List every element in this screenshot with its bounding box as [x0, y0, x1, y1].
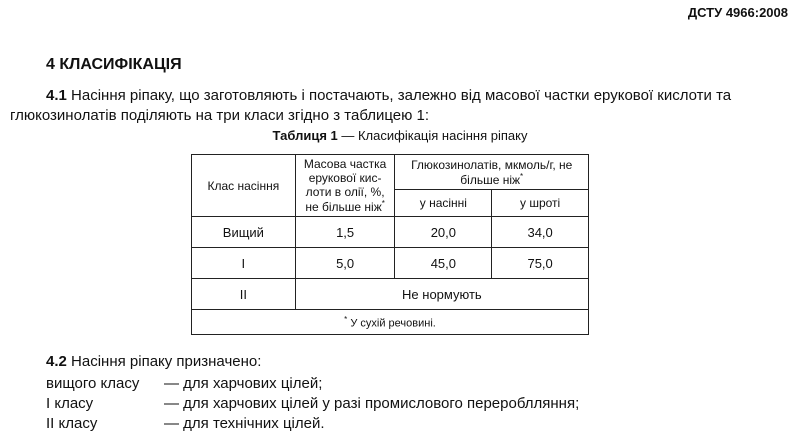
footnote-mark: *: [381, 199, 385, 208]
use-class: II класу: [46, 415, 98, 432]
cell-class: II: [192, 279, 296, 310]
header-class: Клас насіння: [192, 155, 296, 217]
table-header-row: [192, 155, 589, 190]
header-meal: у шроті: [492, 190, 589, 217]
use-class: I класу: [46, 395, 94, 412]
paragraph-number: 4.1: [46, 87, 67, 104]
paragraph-4-2: [46, 352, 746, 372]
paragraph-number: 4.2: [46, 353, 67, 370]
header-erucic: [295, 155, 395, 217]
table-row: [192, 248, 589, 279]
footnote-mark: *: [520, 171, 524, 181]
table-caption-label: Таблиця 1: [272, 128, 338, 143]
cell-seed: 20,0: [395, 217, 492, 248]
header-erucic-text: Масова частка ерукової кис-лоти в олії, %, не більше ніж: [303, 157, 387, 214]
use-purpose: — для технічних цілей.: [164, 415, 325, 432]
classification-table: [191, 154, 589, 335]
cell-seed: 45,0: [395, 248, 492, 279]
list-item: [46, 414, 579, 434]
cell-erucic: 1,5: [295, 217, 395, 248]
footnote-text: У сухій речовині.: [347, 317, 436, 330]
table-row: [192, 279, 589, 310]
cell-class: I: [192, 248, 296, 279]
paragraph-text: Насіння ріпаку, що заготовляють і постачають, залежно від масової частки ерукової кислоти та глюкозинолатів поділяють на три класи згідно з таблицею 1:: [10, 87, 732, 124]
paragraph-text: Насіння ріпаку призначено:: [66, 353, 262, 370]
paragraph-4-1: [10, 86, 792, 126]
list-item: [46, 374, 579, 394]
cell-meal: 34,0: [492, 217, 589, 248]
use-class: вищого класу: [46, 375, 140, 392]
cell-meal: 75,0: [492, 248, 589, 279]
standard-code: ДСТУ 4966:2008: [687, 5, 788, 20]
table-footnote: [192, 310, 589, 335]
table-caption: [0, 128, 800, 143]
footnote-mark: *: [344, 314, 348, 324]
section-title: 4 КЛАСИФІКАЦІЯ: [46, 56, 182, 73]
header-seed: у насінні: [395, 190, 492, 217]
purpose-list: [46, 374, 579, 434]
list-item: [46, 394, 579, 414]
use-purpose: — для харчових цілей;: [164, 375, 323, 392]
use-purpose: — для харчових цілей у разі промислового перероблляння;: [164, 395, 580, 412]
cell-not-regulated: Не нормують: [295, 279, 588, 310]
table-row: [192, 217, 589, 248]
cell-class: Вищий: [192, 217, 296, 248]
header-glucosinolates: [395, 155, 589, 190]
header-gluco-text: Глюкозинолатів, мкмоль/г, не більше ніж: [411, 157, 573, 187]
table-caption-text: — Класифікація насіння ріпаку: [337, 128, 528, 143]
cell-erucic: 5,0: [295, 248, 395, 279]
table-footnote-row: [192, 310, 589, 335]
